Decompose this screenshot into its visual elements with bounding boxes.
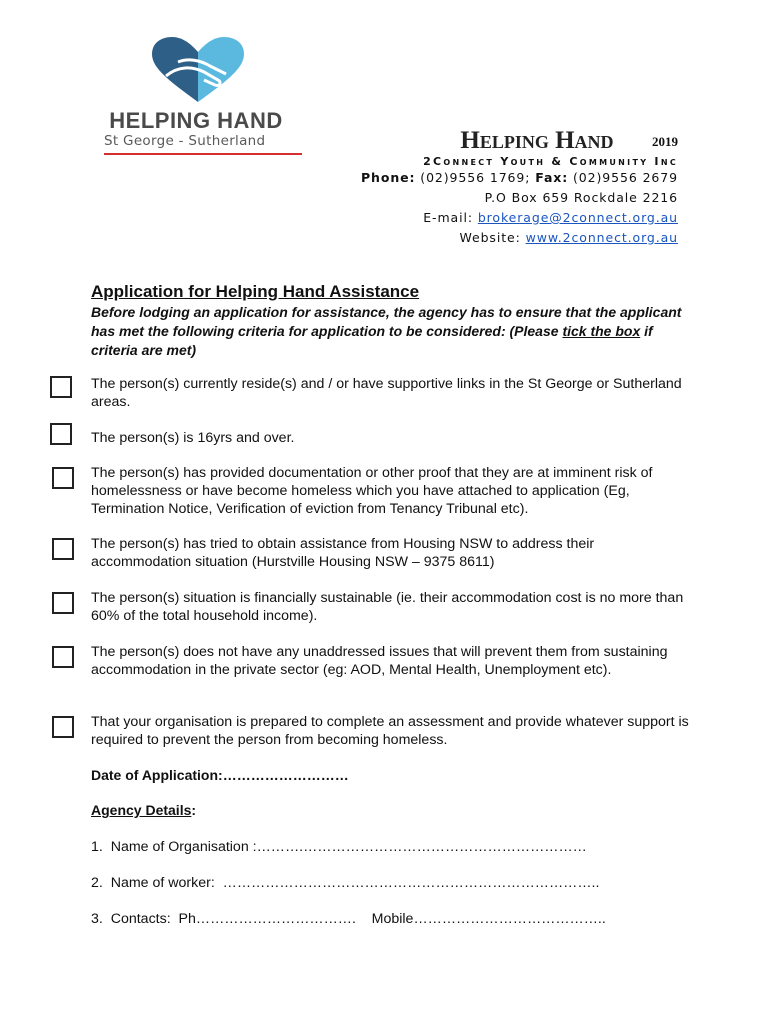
agency-details-heading bbox=[91, 802, 196, 818]
criteria-text-6: The person(s) does not have any unaddressed issues that will prevent them from sustaining accommodation in the private sector (eg: AOD, Mental Health, Unemployment etc). bbox=[91, 644, 668, 678]
email-label: E-mail: bbox=[423, 210, 473, 225]
criteria-checkbox-1[interactable] bbox=[50, 376, 72, 398]
contact-header bbox=[278, 127, 678, 248]
criteria-text-3: The person(s) has provided documentation or other proof that they are at imminent risk of homelessness or have become homeless which you have attached to application (Eg, Termination Notice, Verification of eviction from Tenancy Tribunal etc). bbox=[91, 465, 653, 517]
intro-text-end: if criteria are met) bbox=[91, 323, 653, 358]
form-intro bbox=[91, 303, 691, 360]
criteria-checkbox-7[interactable] bbox=[52, 716, 74, 738]
criteria-checkbox-2[interactable] bbox=[50, 423, 72, 445]
handshake-heart-icon bbox=[148, 36, 248, 108]
org-name: 2Connect Youth & Community Inc bbox=[423, 155, 678, 168]
criteria-text-7: That your organisation is prepared to complete an assessment and provide whatever support is required to prevent the person from becoming homeless. bbox=[91, 714, 689, 748]
criteria-checkbox-4[interactable] bbox=[52, 538, 74, 560]
po-box: P.O Box 659 Rockdale 2216 bbox=[484, 190, 678, 205]
intro-text: Before lodging an application for assistance, the agency has to ensure that the applicant has met the following criteria for application to be considered: (Please bbox=[91, 304, 682, 339]
criteria-checkbox-3[interactable] bbox=[52, 467, 74, 489]
agency-heading-text: Agency Details bbox=[91, 802, 192, 818]
date-of-application-field[interactable]: Date of Application:……………………… bbox=[91, 767, 349, 783]
criteria-text-2: The person(s) is 16yrs and over. bbox=[91, 430, 295, 446]
criteria-checkbox-5[interactable] bbox=[52, 592, 74, 614]
email-link[interactable]: brokerage@2connect.org.au bbox=[477, 210, 678, 225]
fax-number: (02)9556 2679 bbox=[573, 170, 678, 185]
criteria-text-5: The person(s) situation is financially sustainable (ie. their accommodation cost is no more than 60% of the total household income). bbox=[91, 590, 684, 624]
contacts-field[interactable]: 3. Contacts: Ph……………………………. Mobile………………………………….. bbox=[91, 911, 606, 927]
criteria-text-4: The person(s) has tried to obtain assistance from Housing NSW to address their accommodation situation (Hurstville Housing NSW – 9375 8611) bbox=[91, 536, 595, 570]
criteria-checkbox-6[interactable] bbox=[52, 646, 74, 668]
organisation-name-field[interactable]: 1. Name of Organisation :……….…………………………………………………… bbox=[91, 839, 587, 855]
website-link[interactable]: www.2connect.org.au bbox=[525, 230, 678, 245]
form-title: Application for Helping Hand Assistance bbox=[91, 282, 420, 301]
phone-number: (02)9556 1769; bbox=[420, 170, 531, 185]
phone-label: Phone: bbox=[360, 170, 416, 185]
logo-subtitle: St George - Sutherland bbox=[104, 133, 266, 149]
website-label: Website: bbox=[459, 230, 521, 245]
email-line bbox=[278, 208, 678, 228]
intro-tick-text: tick the box bbox=[562, 323, 641, 339]
header-year: 2019 bbox=[652, 134, 678, 149]
logo-name: HELPING HAND bbox=[109, 108, 283, 133]
criteria-text-1: The person(s) currently reside(s) and / or have supportive links in the St George or Sutherland areas. bbox=[91, 376, 682, 410]
logo-divider bbox=[104, 153, 302, 155]
worker-name-field[interactable]: 2. Name of worker: …………………………………………………………………….. bbox=[91, 875, 600, 891]
agency-heading-colon: : bbox=[191, 802, 197, 818]
fax-label: Fax: bbox=[535, 170, 569, 185]
phone-fax-line bbox=[278, 168, 678, 188]
header-title: Helping Hand bbox=[460, 127, 614, 154]
website-line bbox=[278, 228, 678, 248]
